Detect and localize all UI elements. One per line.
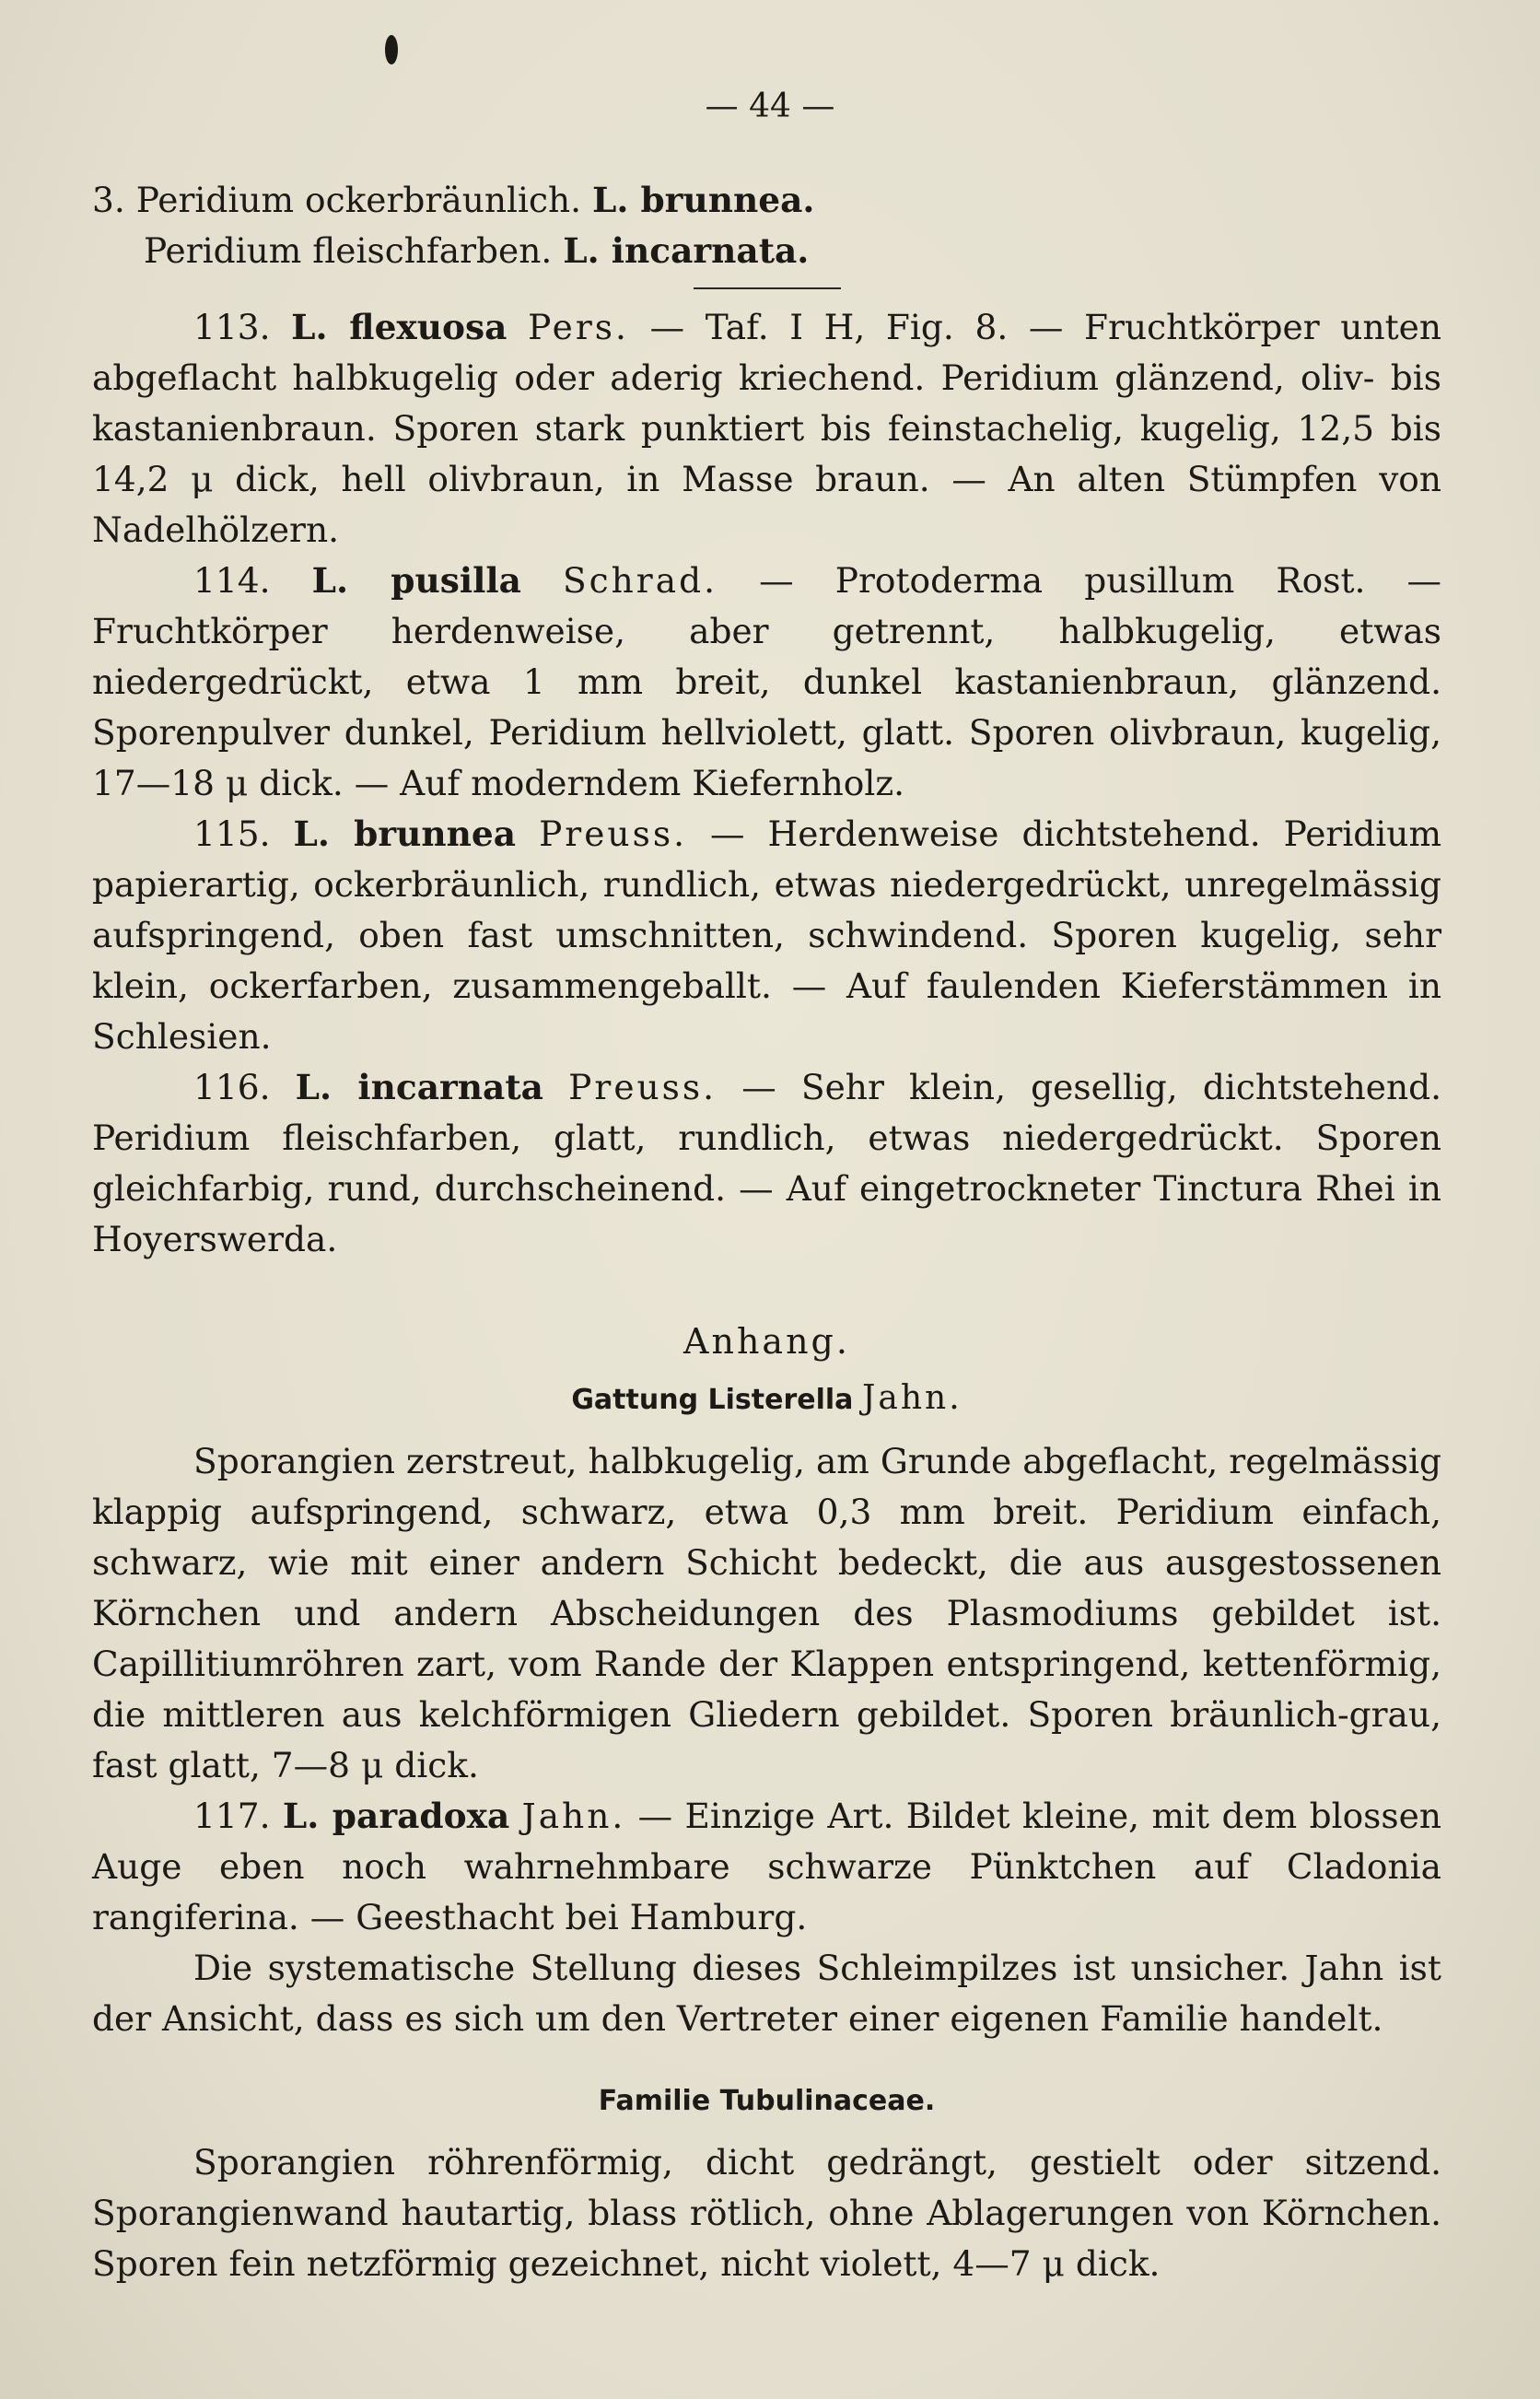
entry-number: 113. xyxy=(193,307,271,347)
key-line-1 xyxy=(92,175,1441,226)
species-name: L. pusilla xyxy=(311,560,521,601)
species-entry-113 xyxy=(92,302,1441,556)
appendix-heading: Anhang. xyxy=(683,1321,850,1362)
species-author: Jahn. xyxy=(521,1796,626,1836)
species-entry-117 xyxy=(92,1791,1441,1943)
genus-author: Jahn. xyxy=(861,1379,962,1417)
key-line-2-text: Peridium fleischfarben. xyxy=(144,230,553,271)
genus-label: Gattung Listerella xyxy=(571,1384,854,1416)
ink-blot xyxy=(385,35,398,64)
family-heading: Familie Tubulinaceae. xyxy=(598,2085,936,2117)
entry-number: 115. xyxy=(193,813,271,854)
species-entry-116 xyxy=(92,1062,1441,1265)
entry-number: 114. xyxy=(193,560,271,601)
page-number: — 44 — xyxy=(705,88,835,125)
entry-text: — Protoderma pusillum Rost. — Fruchtkörper herdenweise, aber getrennt, halbkugelig, etwas niedergedrückt, etwa 1 mm breit, dunkel kastanienbraun, glänzend. Sporenpulver dunkel, Peridium hellviolett, glatt. Sporen olivbraun, kugelig, 17—18 μ dick. — Auf moderndem Kiefernholz. xyxy=(92,560,1442,803)
entry-text: — Herdenweise dichtstehend. Peridium papierartig, ockerbräunlich, rundlich, etwas niedergedrückt, unregelmässig aufspringend, oben fast umschnitten, schwindend. Sporen kugelig, sehr klein, ockerfarben, zusammengeballt. — Auf faulenden Kieferstämmen in Schlesien. xyxy=(92,813,1442,1057)
systematics-note: Die systematische Stellung dieses Schleimpilzes ist unsicher. Jahn ist der Ansicht, dass es sich um den Vertreter einer eigenen Familie handelt. xyxy=(92,1948,1441,2039)
species-name: L. brunnea xyxy=(293,813,517,854)
entry-text: — Einzige Art. Bildet kleine, mit dem blossen Auge eben noch wahrnehmbare schwarze Pünktchen auf Cladonia rangiferina. — Geesthacht bei Hamburg. xyxy=(92,1796,1441,1937)
species-name: L. incarnata xyxy=(295,1067,543,1107)
species-name: L. flexuosa xyxy=(291,307,508,347)
species-author: Pers. xyxy=(528,307,629,347)
family-description: Sporangien röhrenförmig, dicht gedrängt, gestielt oder sitzend. Sporangienwand hautartig, blass rötlich, ohne Ablagerungen von Körnchen. Sporen fein netzförmig gezeichnet, nicht violett, 4—7 μ dick. xyxy=(92,2142,1441,2284)
entry-text: — Taf. I H, Fig. 8. — Fruchtkörper unten abgeflacht halbkugelig oder aderig kriechend. Peridium glänzend, oliv- bis kastanienbraun. Sporen stark punktiert bis feinstachelig, kugelig, 12,5 bis 14,2 μ dick, hell olivbraun, in Masse braun. — An alten Stümpfen von Nadelhölzern. xyxy=(92,307,1442,550)
species-author: Preuss. xyxy=(568,1067,718,1107)
species-entry-114 xyxy=(92,556,1441,809)
genus-description: Sporangien zerstreut, halbkugelig, am Grunde abgeflacht, regelmässig klappig aufspringend, schwarz, etwa 0,3 mm breit. Peridium einfach, schwarz, wie mit einer andern Schicht bedeckt, die aus ausgestossenen Körnchen und andern Abscheidungen des Plasmodiums gebildet ist. Capillitiumröhren zart, vom Rande der Klappen entspringend, kettenförmig, die mittleren aus kelchförmigen Gliedern gebildet. Sporen bräunlich-grau, fast glatt, 7—8 μ dick. xyxy=(92,1441,1441,1785)
key-line-1-species: L. brunnea. xyxy=(591,180,815,220)
species-author: Schrad. xyxy=(562,560,718,601)
genus-heading xyxy=(92,1373,1441,1425)
species-author: Preuss. xyxy=(539,813,687,854)
entry-number: 116. xyxy=(193,1067,271,1107)
page-body xyxy=(92,175,1441,2289)
section-divider xyxy=(694,287,841,289)
key-line-2-species: L. incarnata. xyxy=(563,230,810,271)
species-entry-115 xyxy=(92,809,1441,1062)
key-line-1-text: 3. Peridium ockerbräunlich. xyxy=(92,180,582,220)
species-name: L. paradoxa xyxy=(282,1796,510,1836)
key-line-2 xyxy=(92,226,1441,276)
entry-number: 117. xyxy=(193,1796,271,1836)
entry-text: — Sehr klein, gesellig, dichtstehend. Peridium fleischfarben, glatt, rundlich, etwas niedergedrückt. Sporen gleichfarbig, rund, durchscheinend. — Auf eingetrockneter Tinctura Rhei in Hoyerswerda. xyxy=(92,1067,1442,1259)
